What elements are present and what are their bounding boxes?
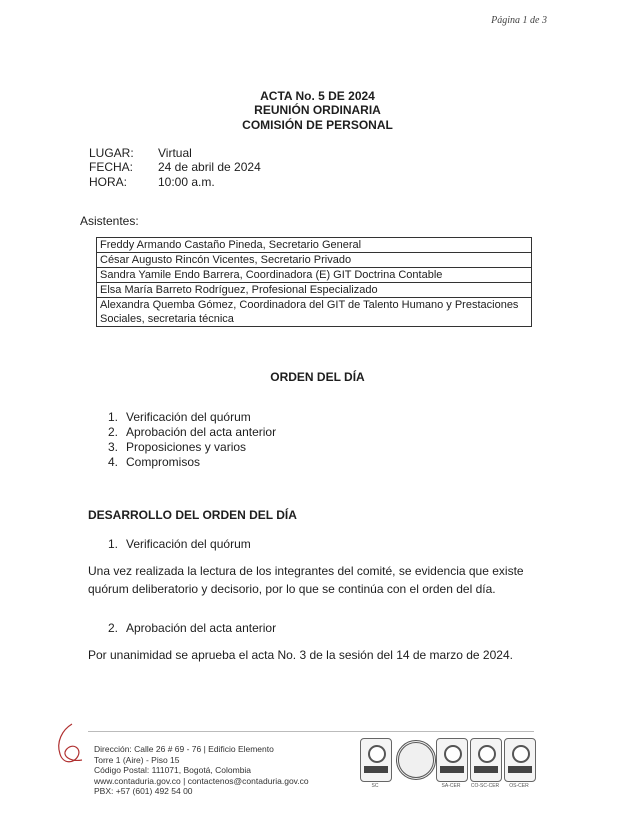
agenda-list <box>108 410 276 470</box>
agenda-item: 1. Verificación del quórum <box>108 410 251 424</box>
footer-contact <box>94 744 309 797</box>
time-label: HORA: <box>89 175 128 189</box>
development-paragraph-1: Una vez realizada la lectura de los integrantes del comité, se evidencia que existe quórum deliberatorio y decisorio, por lo que se continúa con el orden del día. <box>88 564 524 596</box>
date-label: FECHA: <box>89 160 134 174</box>
development-title: DESARROLLO DEL ORDEN DEL DÍA <box>88 508 297 522</box>
footer-postal: Código Postal: 111071, Bogotá, Colombia <box>94 765 252 775</box>
meeting-type: REUNIÓN ORDINARIA <box>254 103 381 117</box>
agenda-item: 2. Aprobación del acta anterior <box>108 425 277 439</box>
attendee-row: César Augusto Rincón Vicentes, Secretario Privado <box>97 253 531 268</box>
agenda-item: 4. Compromisos <box>108 455 201 469</box>
footer-address: Dirección: Calle 26 # 69 - 76 | Edificio Elemento <box>94 744 274 754</box>
attendees-label: Asistentes: <box>80 214 139 228</box>
document-title: ACTA No. 5 DE 2024 <box>260 89 375 103</box>
development-paragraph-2: Por unanimidad se aprueba el acta No. 3 de la sesión del 14 de marzo de 2024. <box>88 648 513 662</box>
footer-tower: Torre 1 (Aire) - Piso 15 <box>94 754 180 765</box>
place-label: LUGAR: <box>89 146 134 160</box>
committee-name: COMISIÓN DE PERSONAL <box>242 118 393 132</box>
icontec-seal-icon <box>504 738 536 782</box>
icontec-seal-icon <box>436 738 468 782</box>
attendee-row: Elsa María Barreto Rodríguez, Profesional Especializado <box>97 283 531 298</box>
attendees-table <box>96 237 532 327</box>
attendee-row: Alexandra Quemba Gómez, Coordinadora del GIT de Talento Humano y Prestaciones Sociales, secretaria técnica <box>100 299 519 325</box>
certification-seals <box>360 738 540 804</box>
signature-mark <box>52 720 86 770</box>
agenda-title: ORDEN DEL DÍA <box>270 370 365 384</box>
attendee-row: Freddy Armando Castaño Pineda, Secretario General <box>97 238 531 253</box>
development-item-2: 2. Aprobación del acta anterior <box>108 621 277 635</box>
attendee-row: Sandra Yamile Endo Barrera, Coordinadora (E) GIT Doctrina Contable <box>97 268 531 283</box>
place-value: Virtual <box>158 146 192 160</box>
development-item-1: 1. Verificación del quórum <box>108 537 251 551</box>
date-value: 24 de abril de 2024 <box>158 160 261 174</box>
seal-caption: SA-CER <box>441 783 461 789</box>
seal-caption: CO-SC-CER <box>470 783 500 789</box>
agenda-item: 3. Proposiciones y varios <box>108 440 247 454</box>
footer-divider <box>88 731 534 732</box>
footer-web[interactable]: www.contaduria.gov.co | contactenos@contaduria.gov.co <box>94 775 309 786</box>
certification-seal-icon <box>360 738 392 782</box>
footer-phone: PBX: +57 (601) 492 54 00 <box>94 786 193 796</box>
page-number: Página 1 de 3 <box>491 15 547 26</box>
seal-caption: SC <box>371 783 379 789</box>
icontec-seal-icon <box>470 738 502 782</box>
time-value: 10:00 a.m. <box>158 175 215 189</box>
seal-caption: OS-CER <box>509 783 529 789</box>
certification-seal-round-icon <box>396 740 436 780</box>
